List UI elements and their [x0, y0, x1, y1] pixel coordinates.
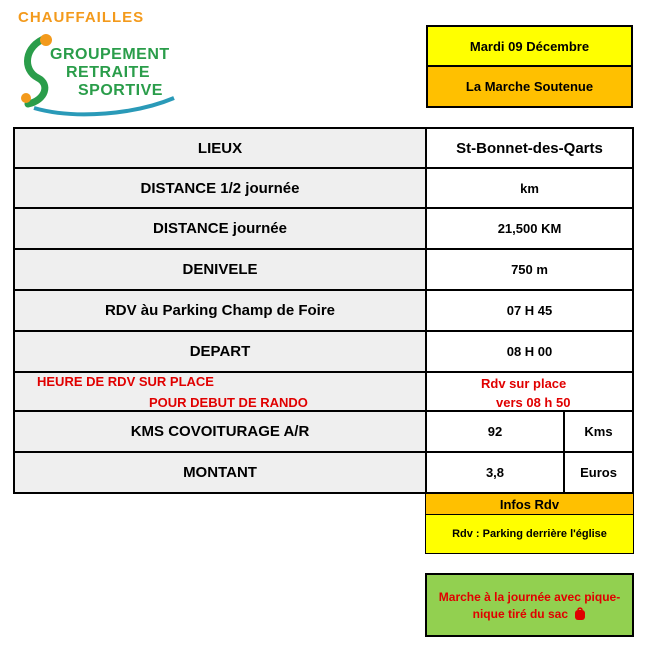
row-value-rdv-parking: 07 H 45: [425, 289, 634, 332]
infos-title: Infos Rdv: [425, 493, 634, 515]
row-label-depart: DEPART: [13, 330, 427, 373]
row-value-denivele: 750 m: [425, 248, 634, 291]
row-unit-covoiturage: Kms: [563, 410, 634, 453]
row-label-covoiturage: KMS COVOITURAGE A/R: [13, 410, 427, 453]
backpack-icon: [574, 607, 586, 620]
row-value-heure-rdv: [425, 371, 634, 412]
heure-rdv-line-2: POUR DEBUT DE RANDO: [149, 395, 308, 410]
row-value-depart: 08 H 00: [425, 330, 634, 373]
heure-rdv-line-1: HEURE DE RDV SUR PLACE: [37, 374, 214, 389]
row-label-rdv-parking: RDV àu Parking Champ de Foire: [13, 289, 427, 332]
row-value-distance-journee: 21,500 KM: [425, 207, 634, 250]
logo: [16, 28, 176, 118]
logo-line-3: SPORTIVE: [78, 82, 163, 99]
note-box: [425, 573, 634, 637]
row-label-montant: MONTANT: [13, 451, 427, 494]
row-value-covoiturage: 92: [425, 410, 565, 453]
note-line-1: Marche à la journée avec pique-: [438, 590, 621, 604]
row-label-distance-journee: DISTANCE journée: [13, 207, 427, 250]
row-value-montant: 3,8: [425, 451, 565, 494]
heure-rdv-value-1: Rdv sur place: [481, 376, 567, 391]
event-text: La Marche Soutenue: [465, 79, 594, 94]
logo-line-1: GROUPEMENT: [50, 46, 170, 63]
row-value-lieux: St-Bonnet-des-Qarts: [425, 127, 634, 169]
row-unit-montant: Euros: [563, 451, 634, 494]
date-box: [426, 25, 633, 67]
logo-line-2: RETRAITE: [66, 64, 150, 81]
row-value-distance-demi: km: [425, 167, 634, 209]
note-line-2: nique tiré du sac: [472, 607, 568, 621]
row-label-denivele: DENIVELE: [13, 248, 427, 291]
club-name: CHAUFFAILLES: [18, 9, 145, 26]
date-text: Mardi 09 Décembre: [469, 38, 590, 54]
row-label-distance-demi: DISTANCE 1/2 journée: [13, 167, 427, 209]
event-box: [426, 65, 633, 108]
infos-text-box: [425, 514, 634, 554]
row-label-heure-rdv: [13, 371, 427, 412]
heure-rdv-value-2: vers 08 h 50: [496, 395, 571, 410]
infos-text: Rdv : Parking derrière l'église: [452, 528, 607, 540]
row-label-lieux: LIEUX: [13, 127, 427, 169]
